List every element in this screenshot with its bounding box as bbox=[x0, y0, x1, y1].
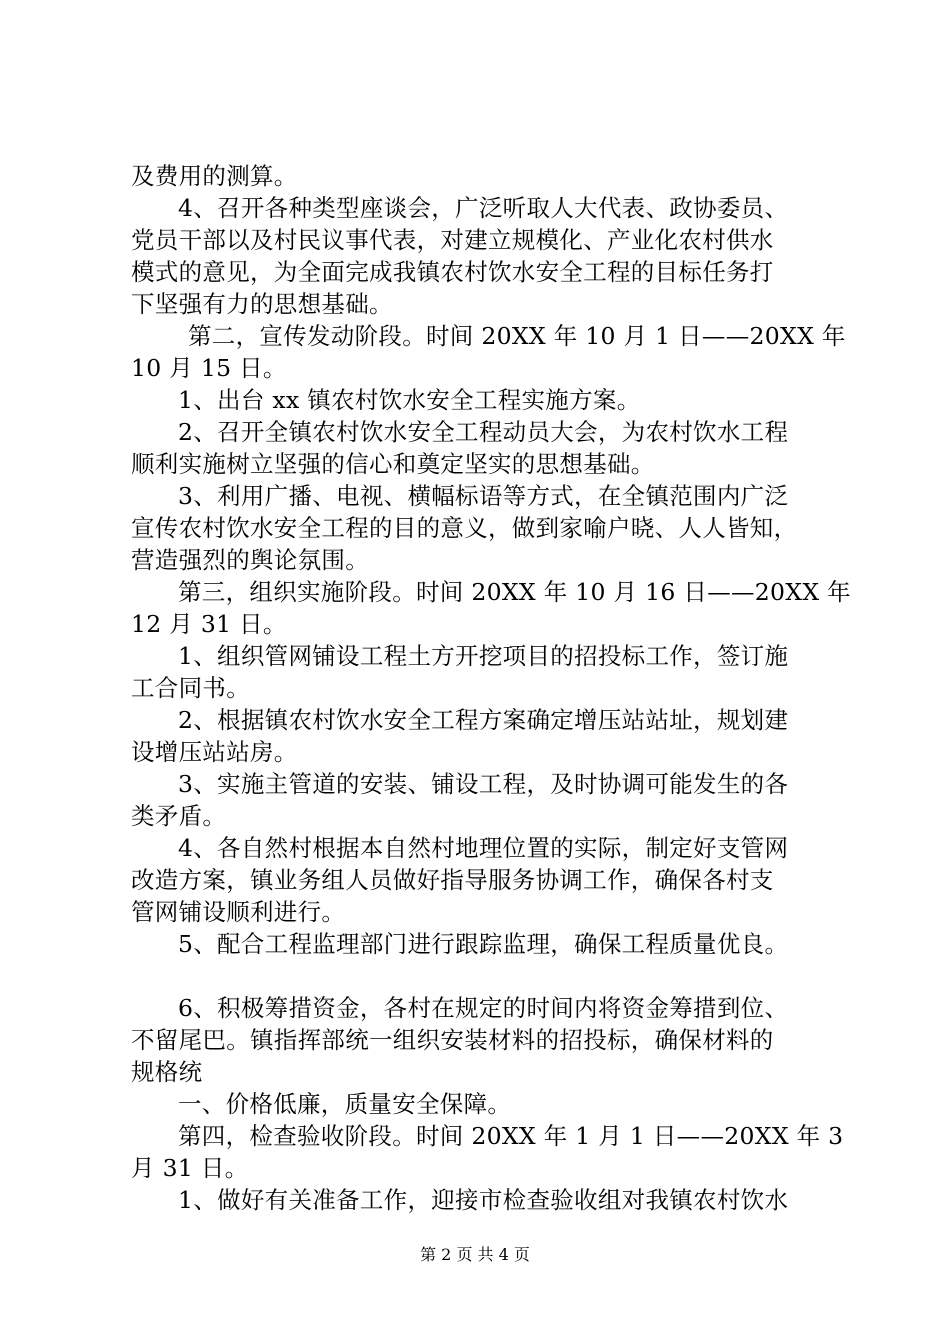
text-line: 12 月 31 日。 bbox=[131, 610, 287, 638]
text-line: 1、出台 xx 镇农村饮水安全工程实施方案。 bbox=[178, 386, 641, 414]
text-line: 模式的意见，为全面完成我镇农村饮水安全工程的目标任务打 bbox=[131, 258, 774, 286]
text-line: 类矛盾。 bbox=[131, 802, 227, 830]
text-line: 第二，宣传发动阶段。时间 20XX 年 10 月 1 日——20XX 年 bbox=[188, 322, 846, 350]
blank-line bbox=[131, 960, 831, 992]
text-line: 第四，检查验收阶段。时间 20XX 年 1 月 1 日——20XX 年 3 bbox=[178, 1122, 844, 1150]
text-line: 下坚强有力的思想基础。 bbox=[131, 290, 393, 318]
text-line: 1、做好有关准备工作，迎接市检查验收组对我镇农村饮水 bbox=[178, 1186, 789, 1214]
document-body bbox=[131, 160, 851, 1216]
text-line: 规格统 bbox=[131, 1058, 203, 1086]
text-line: 顺利实施树立坚强的信心和奠定坚实的思想基础。 bbox=[131, 450, 655, 478]
text-line: 1、组织管网铺设工程土方开挖项目的招投标工作，签订施 bbox=[178, 642, 789, 670]
text-line: 6、积极筹措资金，各村在规定的时间内将资金筹措到位、 bbox=[178, 994, 789, 1022]
text-line: 4、召开各种类型座谈会，广泛听取人大代表、政协委员、 bbox=[178, 194, 789, 222]
text-line: 管网铺设顺利进行。 bbox=[131, 898, 346, 926]
text-line: 月 31 日。 bbox=[131, 1154, 249, 1182]
text-line: 3、利用广播、电视、横幅标语等方式，在全镇范围内广泛 bbox=[178, 482, 789, 510]
text-line: 2、根据镇农村饮水安全工程方案确定增压站站址，规划建 bbox=[178, 706, 789, 734]
text-line: 一、价格低廉，质量安全保障。 bbox=[178, 1090, 512, 1118]
text-line: 宣传农村饮水安全工程的目的意义，做到家喻户晓、人人皆知， bbox=[131, 514, 798, 542]
text-line: 5、配合工程监理部门进行跟踪监理，确保工程质量优良。 bbox=[178, 930, 789, 958]
page-footer: 第 2 页 共 4 页 bbox=[420, 1245, 530, 1264]
text-line: 3、实施主管道的安装、铺设工程，及时协调可能发生的各 bbox=[178, 770, 789, 798]
text-line: 2、召开全镇农村饮水安全工程动员大会，为农村饮水工程 bbox=[178, 418, 789, 446]
text-line: 及费用的测算。 bbox=[131, 162, 298, 190]
text-line: 工合同书。 bbox=[131, 674, 250, 702]
text-line: 党员干部以及村民议事代表，对建立规模化、产业化农村供水 bbox=[131, 226, 774, 254]
text-line: 改造方案，镇业务组人员做好指导服务协调工作，确保各村支 bbox=[131, 866, 774, 894]
text-line: 4、各自然村根据本自然村地理位置的实际，制定好支管网 bbox=[178, 834, 789, 862]
text-line: 营造强烈的舆论氛围。 bbox=[131, 546, 369, 574]
text-line: 设增压站站房。 bbox=[131, 738, 298, 766]
text-line: 不留尾巴。镇指挥部统一组织安装材料的招投标，确保材料的 bbox=[131, 1026, 774, 1054]
text-line: 10 月 15 日。 bbox=[131, 354, 287, 382]
text-line: 第三，组织实施阶段。时间 20XX 年 10 月 16 日——20XX 年 bbox=[178, 578, 851, 606]
